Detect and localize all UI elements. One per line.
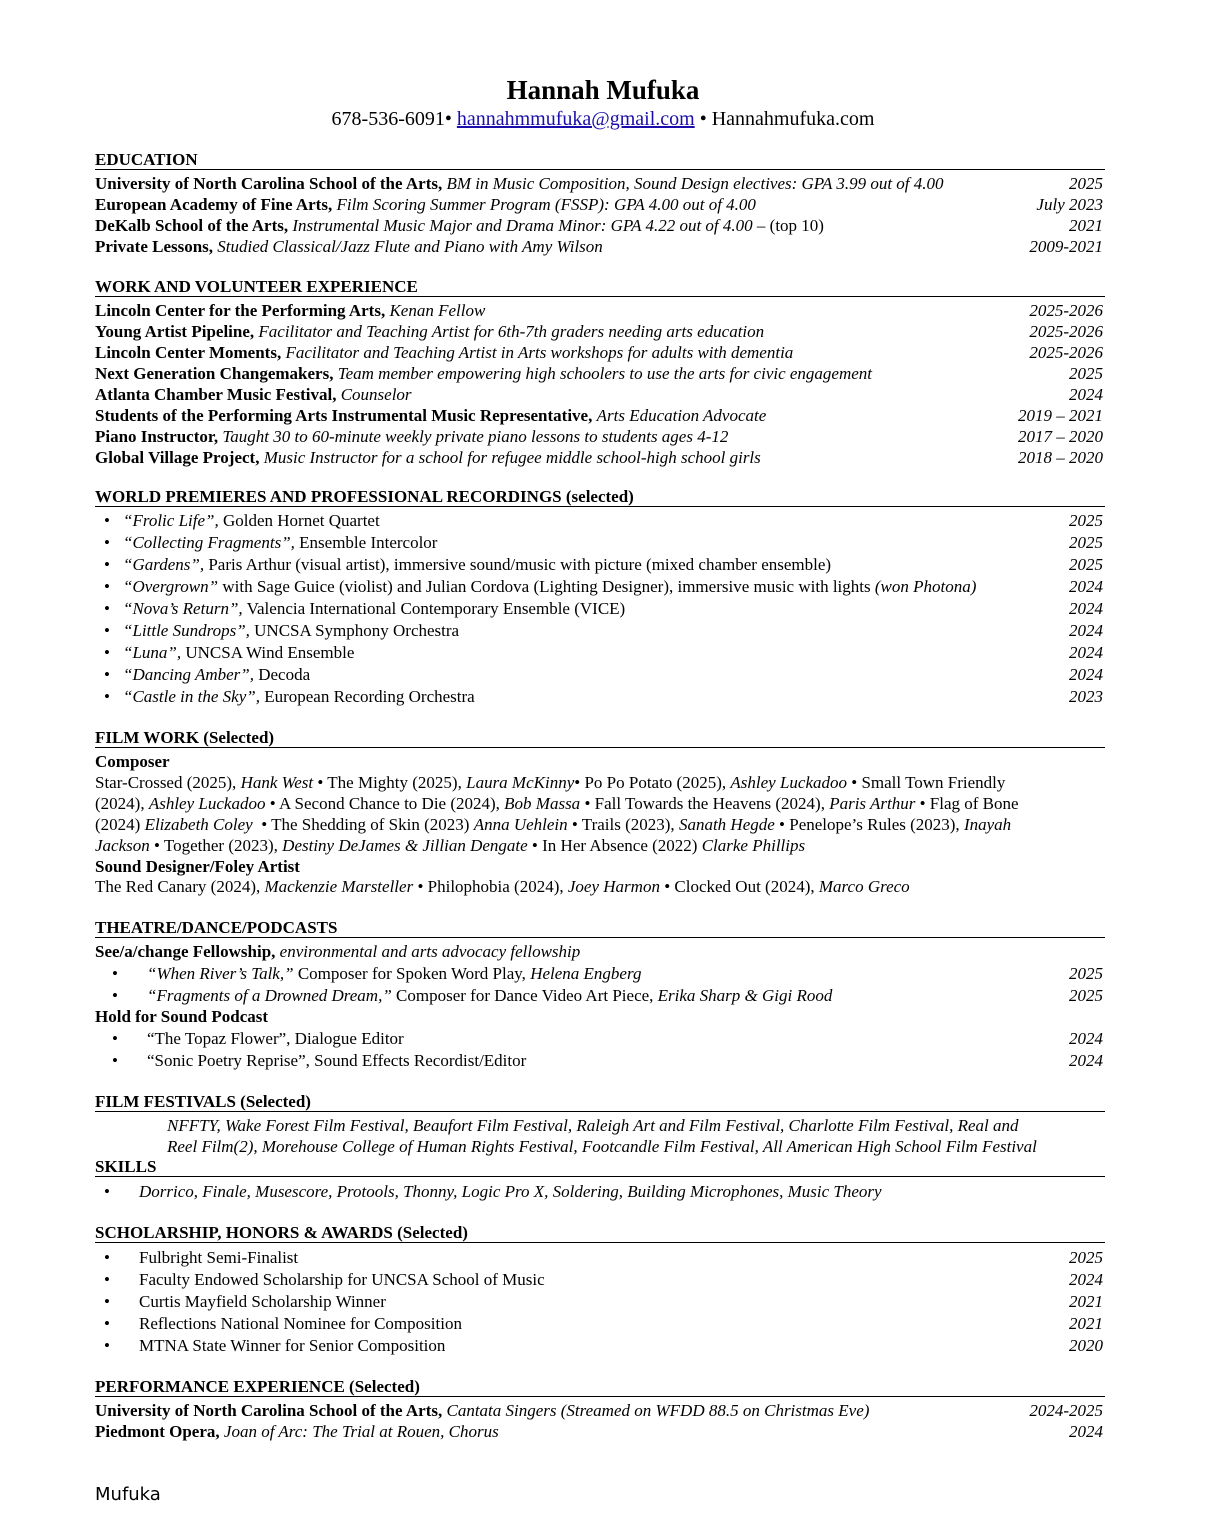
festivals-heading: FILM FESTIVALS (Selected) [95, 1092, 1105, 1112]
performance-heading: PERFORMANCE EXPERIENCE (Selected) [95, 1377, 1105, 1397]
page-footer: Mufuka [95, 1484, 161, 1505]
bullet-icon: • [104, 1270, 110, 1289]
education-item: DeKalb School of the Arts, Instrumental Music Major and Drama Minor: GPA 4.22 out of 4.00 – (top 10) 2021 [95, 216, 1103, 235]
award-item: • Fulbright Semi-Finalist 2025 [104, 1248, 1103, 1267]
bullet-icon: • [104, 1292, 110, 1311]
sound-credits-line: The Red Canary (2024), Mackenzie Marsteller • Philophobia (2024), Joey Harmon • Clocked Out (2024), Marco Greco [95, 877, 910, 896]
work-item: Atlanta Chamber Music Festival, Counselor 2024 [95, 385, 1103, 404]
work-item: Students of the Performing Arts Instrumental Music Representative, Arts Education Advocate 2019 – 2021 [95, 406, 1103, 425]
bullet-icon: • [104, 687, 110, 706]
premiere-item: • “Collecting Fragments”, Ensemble Intercolor 2025 [104, 533, 1103, 552]
education-item: Private Lessons, Studied Classical/Jazz Flute and Piano with Amy Wilson 2009-2021 [95, 237, 1103, 256]
premiere-item: • “Castle in the Sky”, European Recording Orchestra 2023 [104, 687, 1103, 706]
festivals-line: NFFTY, Wake Forest Film Festival, Beaufort Film Festival, Raleigh Art and Film Festival, Charlotte Film Festival, Real and [167, 1116, 1019, 1135]
premiere-item: • “Overgrown” with Sage Guice (violist) and Julian Cordova (Lighting Designer), immersive music with lights (won Photona) 2024 [104, 577, 1103, 596]
bullet-icon: • [104, 1182, 110, 1201]
fellowship-line: See/a/change Fellowship, environmental and arts advocacy fellowship [95, 942, 581, 961]
fellowship-item: • “Fragments of a Drowned Dream,” Composer for Dance Video Art Piece, Erika Sharp & Gigi Rood 2025 [112, 986, 1103, 1005]
work-item: Next Generation Changemakers, Team member empowering high schoolers to use the arts for civic engagement 2025 [95, 364, 1103, 383]
award-item: • Reflections National Nominee for Composition 2021 [104, 1314, 1103, 1333]
bullet-icon: • [104, 533, 110, 552]
film-heading: FILM WORK (Selected) [95, 728, 1105, 748]
fellowship-item: • “When River’s Talk,” Composer for Spoken Word Play, Helena Engberg 2025 [112, 964, 1103, 983]
award-item: • Curtis Mayfield Scholarship Winner 2021 [104, 1292, 1103, 1311]
performance-item: Piedmont Opera, Joan of Arc: The Trial at Rouen, Chorus 2024 [95, 1422, 1103, 1441]
composer-label: Composer [95, 752, 170, 771]
premiere-item: • “Little Sundrops”, UNCSA Symphony Orchestra 2024 [104, 621, 1103, 640]
education-item: European Academy of Fine Arts, Film Scoring Summer Program (FSSP): GPA 4.00 out of 4.00 July 2023 [95, 195, 1103, 214]
phone: 678-536-6091• [331, 108, 452, 130]
website: Hannahmufuka.com [711, 108, 875, 130]
premiere-item: • “Frolic Life”, Golden Hornet Quartet 2025 [104, 511, 1103, 530]
podcast-label: Hold for Sound Podcast [95, 1007, 269, 1026]
composer-credits-line: Star-Crossed (2025), Hank West • The Mighty (2025), Laura McKinny• Po Po Potato (2025), Ashley Luckadoo • Small Town Friendly [95, 773, 1006, 792]
work-heading: WORK AND VOLUNTEER EXPERIENCE [95, 277, 1105, 297]
education-item: University of North Carolina School of the Arts, BM in Music Composition, Sound Design electives: GPA 3.99 out of 4.00 2025 [95, 174, 1103, 193]
premiere-item: • “Nova’s Return”, Valencia International Contemporary Ensemble (VICE) 2024 [104, 599, 1103, 618]
bullet-icon: • [104, 1336, 110, 1355]
bullet-icon: • [104, 1248, 110, 1267]
skills-heading: SKILLS [95, 1157, 1105, 1177]
composer-credits-line: (2024), Ashley Luckadoo • A Second Chance to Die (2024), Bob Massa • Fall Towards the Heavens (2024), Paris Arthur • Flag of Bone [95, 794, 1019, 813]
bullet-icon: • [104, 511, 110, 530]
skills-item: • Dorrico, Finale, Musescore, Protools, Thonny, Logic Pro X, Soldering, Building Microphones, Music Theory [104, 1182, 882, 1201]
work-item: Lincoln Center Moments, Facilitator and Teaching Artist in Arts workshops for adults with dementia 2025-2026 [95, 343, 1103, 362]
award-item: • MTNA State Winner for Senior Composition 2020 [104, 1336, 1103, 1355]
composer-credits-line: Jackson • Together (2023), Destiny DeJames & Jillian Dengate • In Her Absence (2022) Clarke Phillips [95, 836, 806, 855]
bullet-icon: • [104, 577, 110, 596]
premieres-heading: WORLD PREMIERES AND PROFESSIONAL RECORDINGS (selected) [95, 487, 1105, 507]
education-heading: EDUCATION [95, 150, 1105, 170]
bullet-icon: • [112, 1051, 118, 1070]
theatre-heading: THEATRE/DANCE/PODCASTS [95, 918, 1105, 938]
bullet-icon: • [104, 1314, 110, 1333]
awards-heading: SCHOLARSHIP, HONORS & AWARDS (Selected) [95, 1223, 1105, 1243]
sound-designer-label: Sound Designer/Foley Artist [95, 857, 300, 876]
podcast-item: • “Sonic Poetry Reprise”, Sound Effects Recordist/Editor 2024 [112, 1051, 1103, 1070]
premiere-item: • “Luna”, UNCSA Wind Ensemble 2024 [104, 643, 1103, 662]
composer-credits-line: (2024) Elizabeth Coley • The Shedding of Skin (2023) Anna Uehlein • Trails (2023), Sanath Hegde • Penelope’s Rules (2023), Inayah [95, 815, 1012, 834]
email-link[interactable]: hannahmmufuka@gmail.com [456, 108, 695, 130]
work-item: Global Village Project, Music Instructor for a school for refugee middle school-high school girls 2018 – 2020 [95, 448, 1103, 467]
bullet-icon: • [104, 555, 110, 574]
bullet-icon: • [112, 964, 118, 983]
festivals-line: Reel Film(2), Morehouse College of Human Rights Festival, Footcandle Film Festival, All American High School Film Festival [167, 1137, 1037, 1156]
bullet-icon: • [104, 665, 110, 684]
bullet-icon: • [104, 643, 110, 662]
performance-item: University of North Carolina School of the Arts, Cantata Singers (Streamed on WFDD 88.5 on Christmas Eve) 2024-2025 [95, 1401, 1103, 1420]
premiere-item: • “Gardens”, Paris Arthur (visual artist), immersive sound/music with picture (mixed chamber ensemble) 2025 [104, 555, 1103, 574]
premiere-item: • “Dancing Amber”, Decoda 2024 [104, 665, 1103, 684]
work-item: Piano Instructor, Taught 30 to 60-minute weekly private piano lessons to students ages 4-12 2017 – 2020 [95, 427, 1103, 446]
work-item: Young Artist Pipeline, Facilitator and Teaching Artist for 6th-7th graders needing arts education 2025-2026 [95, 322, 1103, 341]
work-item: Lincoln Center for the Performing Arts, Kenan Fellow 2025-2026 [95, 301, 1103, 320]
candidate-name: Hannah Mufuka [506, 75, 700, 105]
bullet-icon: • [112, 1029, 118, 1048]
separator: • [699, 108, 707, 130]
contact-line [0, 106, 1206, 132]
bullet-icon: • [104, 621, 110, 640]
podcast-item: • “The Topaz Flower”, Dialogue Editor 2024 [112, 1029, 1103, 1048]
bullet-icon: • [104, 599, 110, 618]
bullet-icon: • [112, 986, 118, 1005]
award-item: • Faculty Endowed Scholarship for UNCSA School of Music 2024 [104, 1270, 1103, 1289]
